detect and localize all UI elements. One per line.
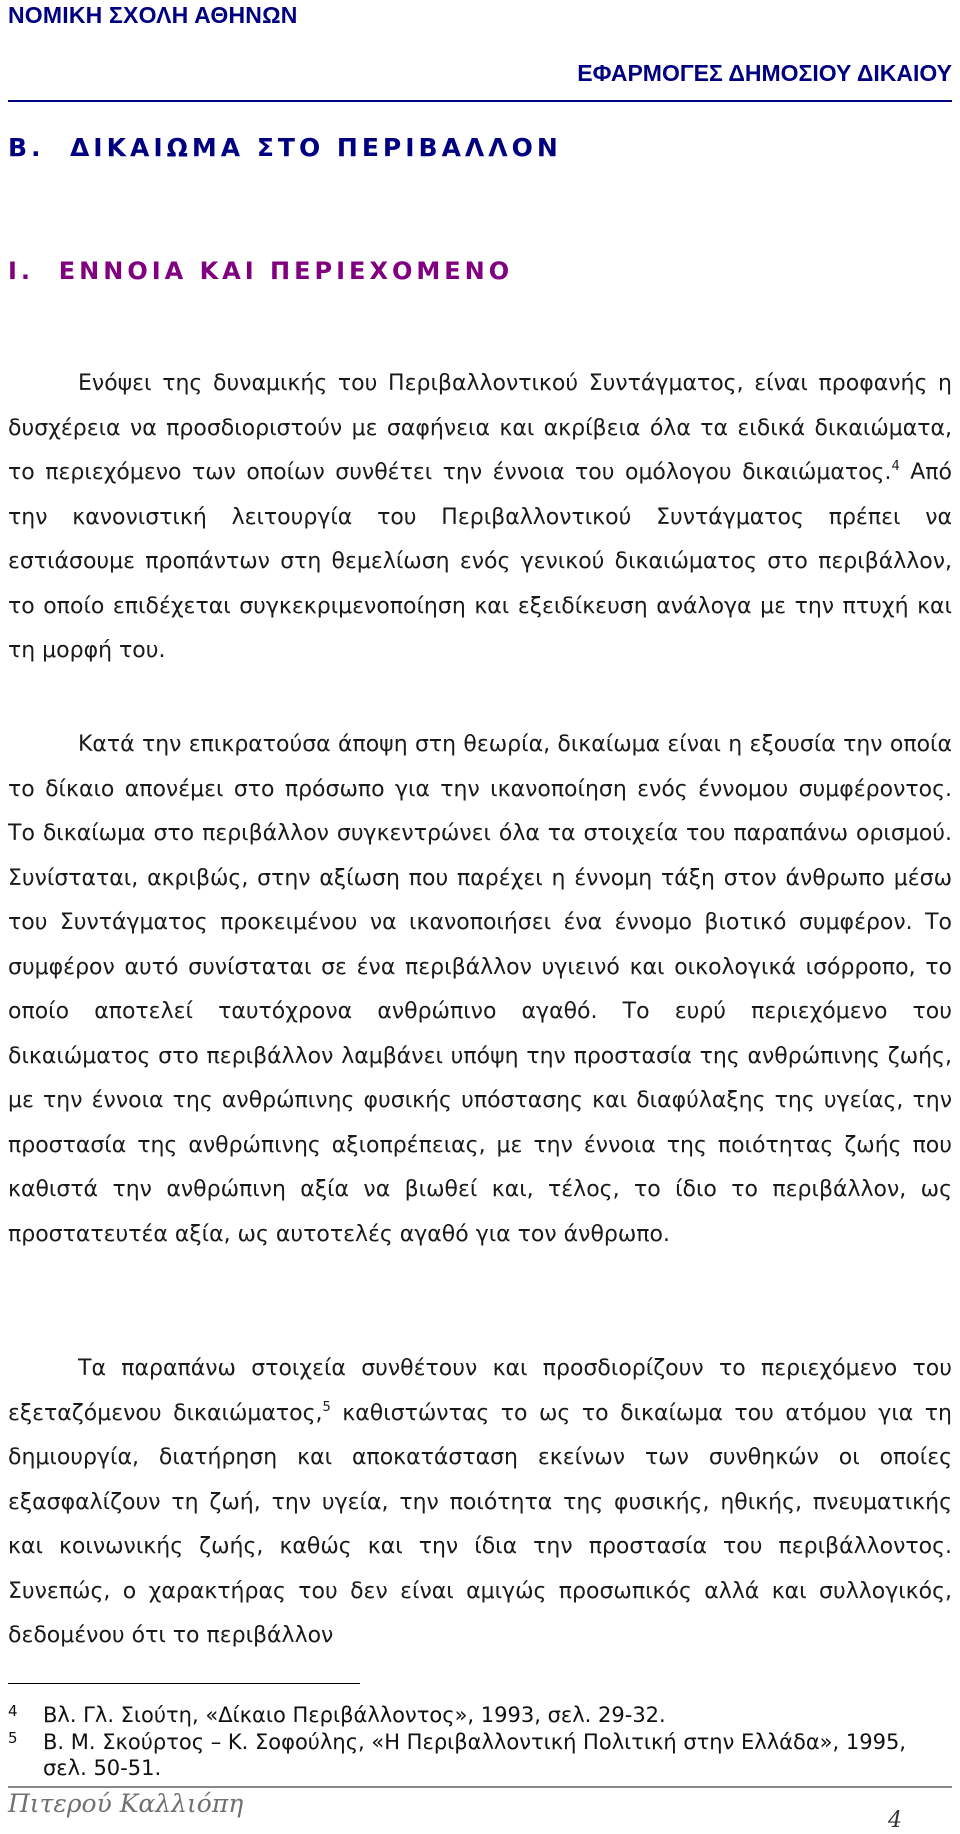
footer-author: Πιτερού Καλλιόπη — [8, 1789, 244, 1818]
footnote-ref-4[interactable]: 4 — [891, 459, 900, 474]
footnote-divider — [8, 1683, 360, 1684]
footnote-ref-5[interactable]: 5 — [322, 1399, 331, 1415]
footnote-number: 4 — [8, 1702, 18, 1720]
footnote-number: 5 — [8, 1729, 18, 1747]
header-course: ΕΦΑΡΜΟΓΕΣ ΔΗΜΟΣΙΟΥ ΔΙΚΑΙΟΥ — [577, 60, 952, 86]
footnote-4 — [8, 1702, 952, 1728]
footnote-text: Βλ. Γλ. Σιούτη, «Δίκαιο Περιβάλλοντος», 1993, σελ. 29-32. — [43, 1703, 666, 1727]
header-divider — [8, 100, 952, 102]
paragraph-2 — [8, 723, 952, 1257]
paragraph-1 — [8, 362, 952, 674]
section-title: Β. ΔΙΚΑΙΩΜΑ ΣΤΟ ΠΕΡΙΒΑΛΛΟΝ — [8, 133, 562, 162]
footnote-text: Β. Μ. Σκούρτος – Κ. Σοφούλης, «Η Περιβαλλοντική Πολιτική στην Ελλάδα», 1995, σελ. 50-51. — [43, 1730, 906, 1780]
page-number: 4 — [888, 1808, 902, 1833]
paragraph-1-text-a: Ενόψει της δυναμικής του Περιβαλλοντικού Συντάγματος, είναι προφανής η δυσχέρεια να προσδιοριστούν με σαφήνεια και ακρίβεια όλα τα ειδικά δικαιώματα, το περιεχόμενο των οποίων συνθέτει την έννοια του ομόλογου δικαιώματος. — [8, 371, 952, 485]
footnote-5 — [8, 1729, 952, 1781]
header-school: ΝΟΜΙΚΗ ΣΧΟΛΗ ΑΘΗΝΩΝ — [8, 2, 298, 28]
paragraph-3 — [8, 1347, 952, 1659]
subsection-title: Ι. ΕΝΝΟΙΑ ΚΑΙ ΠΕΡΙΕΧΟΜΕΝΟ — [8, 257, 514, 285]
footer-divider — [8, 1786, 952, 1788]
paragraph-3-text-a: Τα παραπάνω στοιχεία συνθέτουν και προσδιορίζουν το περιεχόμενο του εξεταζόμενου δικαιώματος, — [8, 1356, 952, 1426]
paragraph-2-text: Κατά την επικρατούσα άποψη στη θεωρία, δικαίωμα είναι η εξουσία την οποία το δίκαιο απονέμει στο πρόσωπο για την ικανοποίηση ενός έννομου συμφέροντος. Το δικαίωμα στο περιβάλλον συγκεντρώνει όλα τα στοιχεία του παραπάνω ορισμού. Συνίσταται, ακριβώς, στην αξίωση που παρέχει η έννομη τάξη στον άνθρωπο μέσω του Συντάγματος προκειμένου να ικανοποιήσει ένα έννομο βιοτικό συμφέρον. Το συμφέρον αυτό συνίσταται σε ένα περιβάλλον υγιεινό και οικολογικά ισόρροπο, το οποίο αποτελεί ταυτόχρονα ανθρώπινο αγαθό. Το ευρύ περιεχόμενο του δικαιώματος στο περιβάλλον λαμβάνει υπόψη την προστασία της ανθρώπινης ζωής, με την έννοια της ανθρώπινης φυσικής υπόστασης και διαφύλαξης της υγείας, την προστασία της ανθρώπινης αξιοπρέπειας, με την έννοια της ποιότητας ζωής που καθιστά την ανθρώπινη αξία να βιωθεί και, τέλος, το ίδιο το περιβάλλον, ως προστατευτέα αξία, ως αυτοτελές αγαθό για τον άνθρωπο. — [8, 732, 952, 1247]
paragraph-1-text-b: Από την κανονιστική λειτουργία του Περιβαλλοντικού Συντάγματος πρέπει να εστιάσουμε προπάντων στη θεμελίωση ενός γενικού δικαιώματος στο περιβάλλον, το οποίο επιδέχεται συγκεκριμενοποίηση και εξειδίκευση ανάλογα με την πτυχή και τη μορφή του. — [8, 460, 952, 663]
paragraph-3-text-b: καθιστώντας το ως το δικαίωμα του ατόμου για τη δημιουργία, διατήρηση και αποκατάσταση εκείνων των συνθηκών οι οποίες εξασφαλίζουν τη ζωή, την υγεία, την ποιότητα της φυσικής, ηθικής, πνευματικής και κοινωνικής ζωής, καθώς και την ίδια την προστασία του περιβάλλοντος. Συνεπώς, ο χαρακτήρας του δεν είναι αμιγώς προσωπικός αλλά και συλλογικός, δεδομένου ότι το περιβάλλον — [8, 1400, 952, 1648]
